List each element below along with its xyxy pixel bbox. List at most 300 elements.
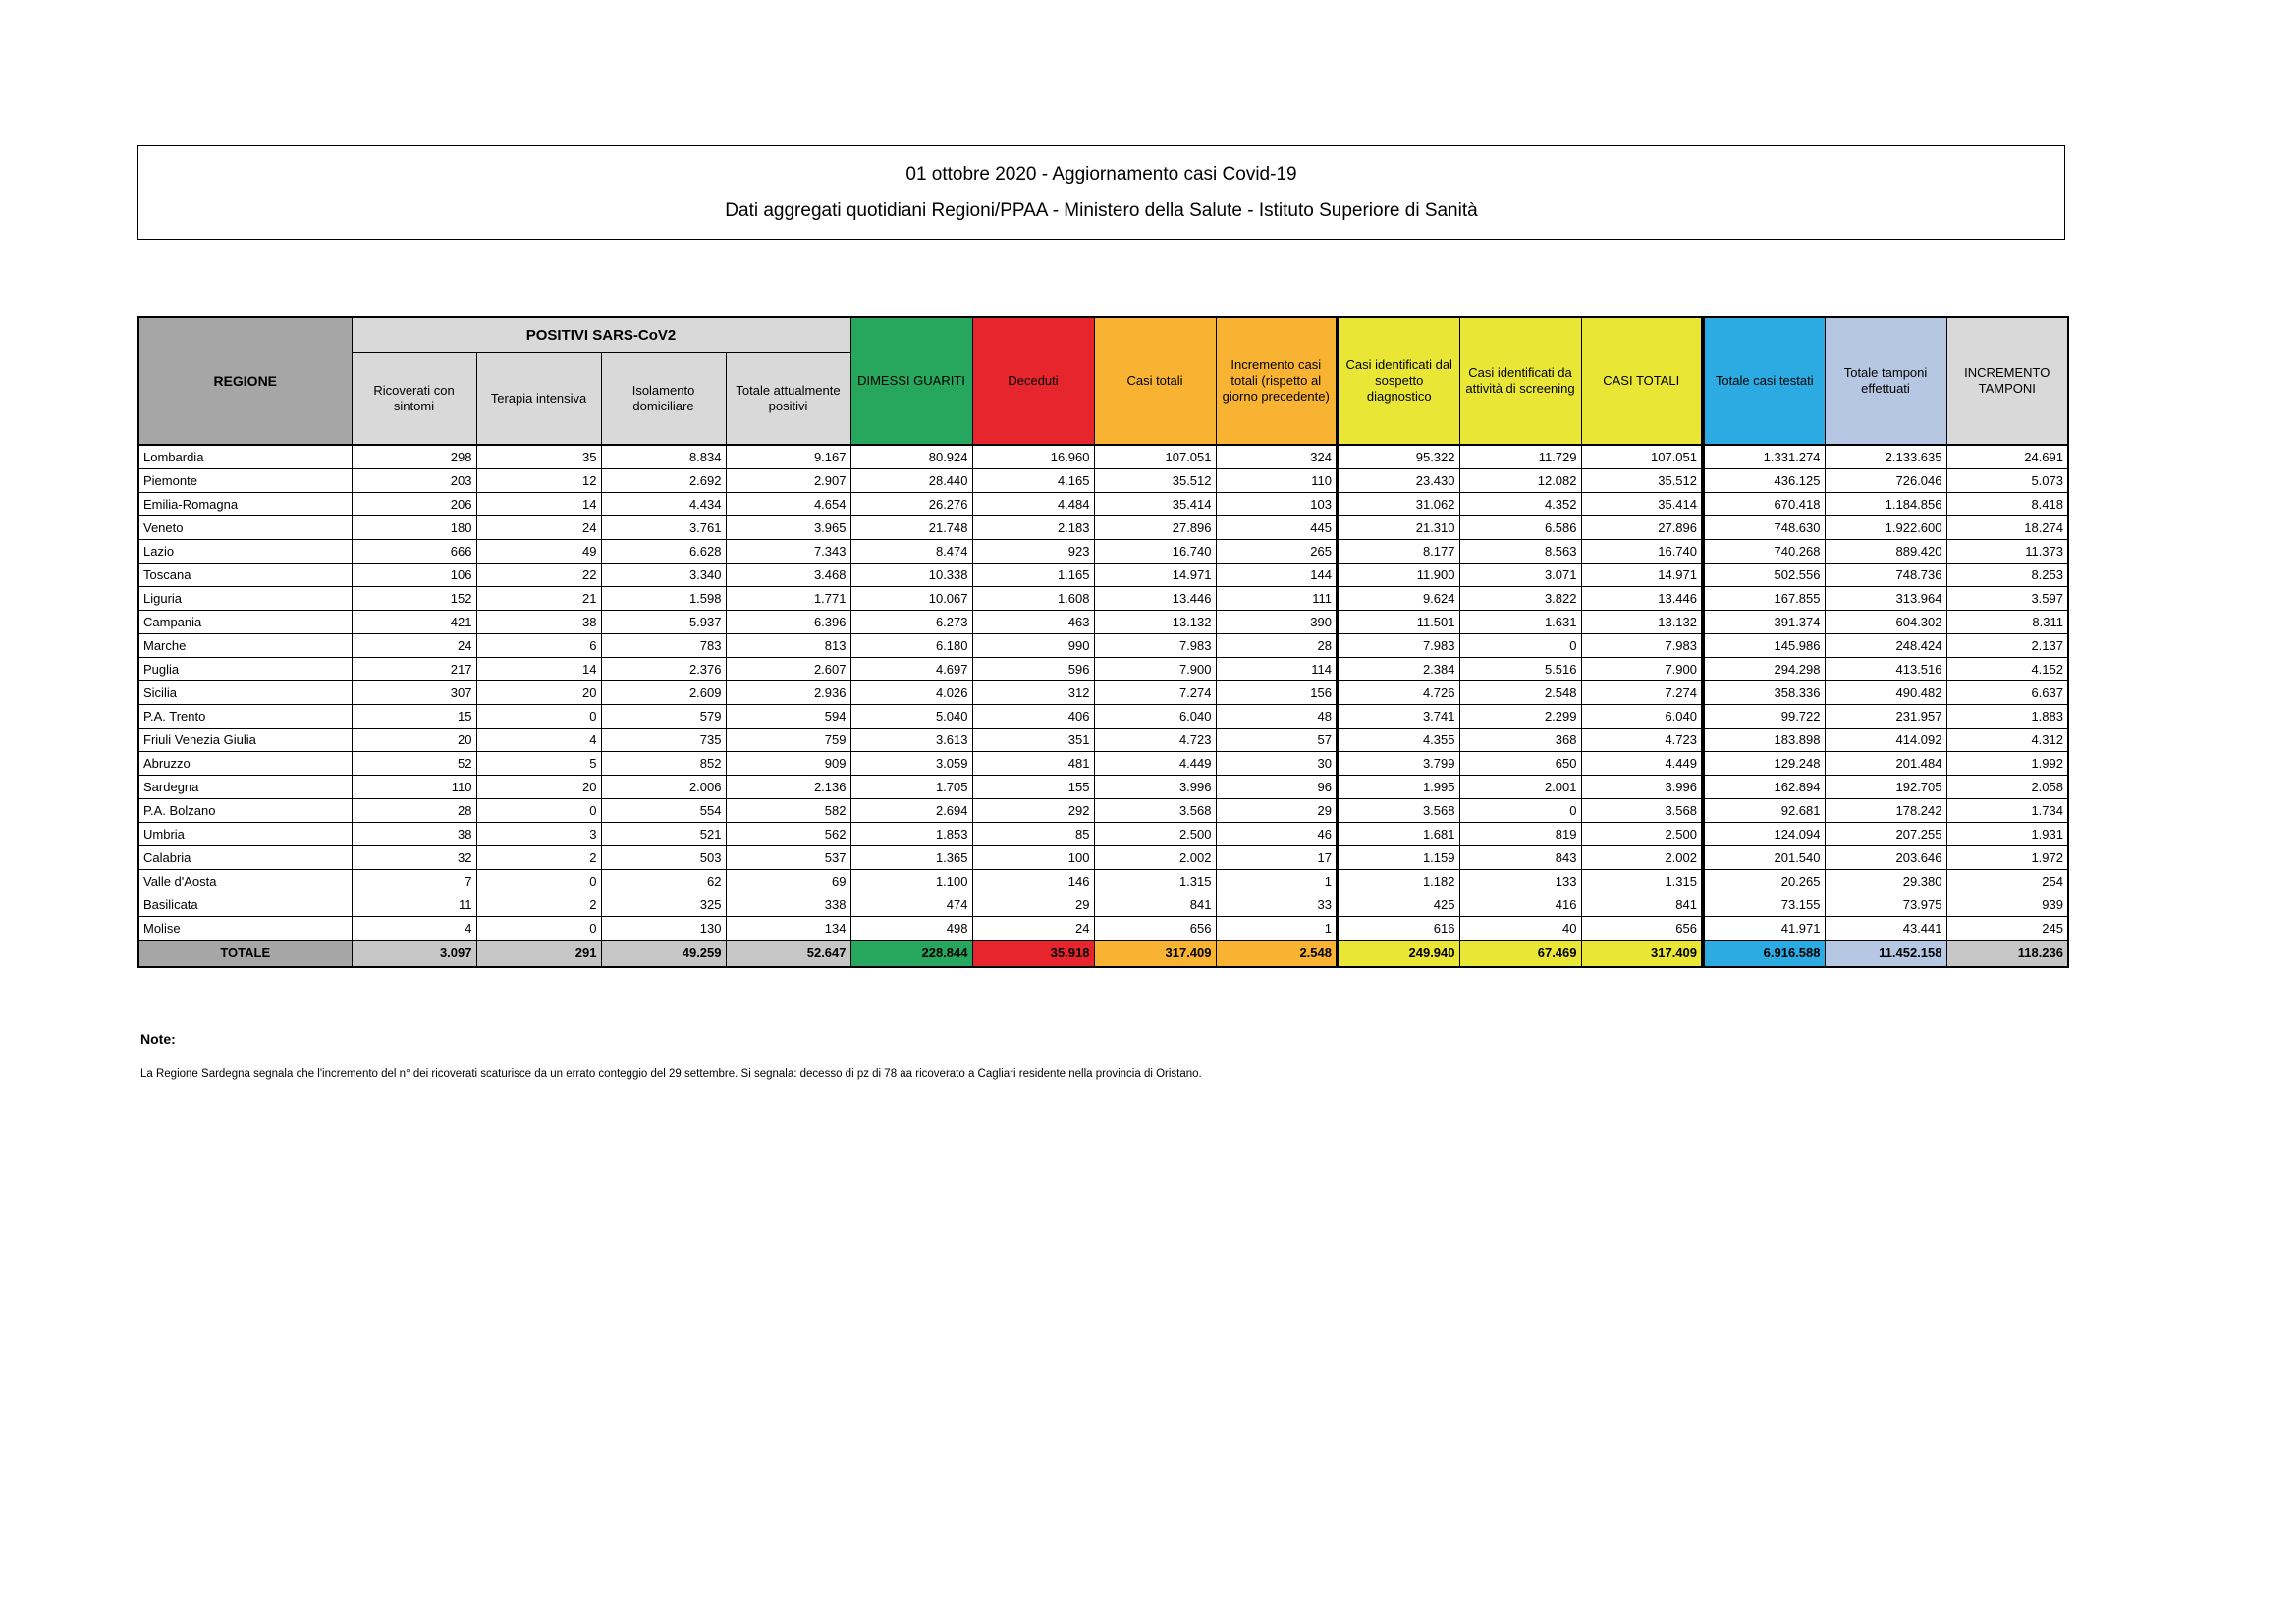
table-cell: 2.299 bbox=[1459, 704, 1581, 728]
column-header-incremento-tamponi: INCREMENTO TAMPONI bbox=[1946, 317, 2068, 445]
table-cell: 111 bbox=[1216, 586, 1338, 610]
table-cell: 201.484 bbox=[1825, 751, 1946, 775]
region-cell: Abruzzo bbox=[138, 751, 352, 775]
table-cell: 3.822 bbox=[1459, 586, 1581, 610]
total-cell: 52.647 bbox=[726, 940, 850, 967]
table-cell: 463 bbox=[972, 610, 1094, 633]
table-cell: 203 bbox=[352, 468, 476, 492]
total-cell: 11.452.158 bbox=[1825, 940, 1946, 967]
column-header-isolamento-domiciliare: Isolamento domiciliare bbox=[601, 352, 726, 445]
table-cell: 35.512 bbox=[1581, 468, 1703, 492]
table-cell: 85 bbox=[972, 822, 1094, 845]
table-cell: 2.548 bbox=[1459, 680, 1581, 704]
table-cell: 14.971 bbox=[1581, 563, 1703, 586]
table-cell: 3.597 bbox=[1946, 586, 2068, 610]
table-cell: 38 bbox=[352, 822, 476, 845]
table-cell: 57 bbox=[1216, 728, 1338, 751]
table-cell: 145.986 bbox=[1703, 633, 1825, 657]
notes-text: La Regione Sardegna segnala che l'incremento del n° dei ricoverati scaturisce da un errato conteggio del 29 settembre. Si segnala: decesso di pz di 78 aa ricoverato a Cagliari residente nella provincia di Oristano. bbox=[140, 1068, 1202, 1080]
table-row-liguria bbox=[138, 586, 2068, 610]
total-cell: 118.236 bbox=[1946, 940, 2068, 967]
table-cell: 596 bbox=[972, 657, 1094, 680]
table-cell: 582 bbox=[726, 798, 850, 822]
table-cell: 1.315 bbox=[1094, 869, 1216, 893]
table-cell: 11.501 bbox=[1338, 610, 1459, 633]
report-title-box bbox=[137, 145, 2065, 240]
table-cell: 1.992 bbox=[1946, 751, 2068, 775]
region-cell: P.A. Bolzano bbox=[138, 798, 352, 822]
table-row-lombardia bbox=[138, 445, 2068, 468]
table-cell: 726.046 bbox=[1825, 468, 1946, 492]
notes-heading: Note: bbox=[140, 1031, 176, 1047]
table-cell: 62 bbox=[601, 869, 726, 893]
table-cell: 5.073 bbox=[1946, 468, 2068, 492]
table-cell: 537 bbox=[726, 845, 850, 869]
table-cell: 1.331.274 bbox=[1703, 445, 1825, 468]
table-cell: 6.628 bbox=[601, 539, 726, 563]
table-cell: 3.996 bbox=[1094, 775, 1216, 798]
column-header-incremento-casi-totali-rispetto-al-giorno-precedente: Incremento casi totali (rispetto al giorno precedente) bbox=[1216, 317, 1338, 445]
table-cell: 579 bbox=[601, 704, 726, 728]
table-cell: 16.740 bbox=[1094, 539, 1216, 563]
table-cell: 14 bbox=[476, 492, 601, 515]
column-header-totale-attualmente-positivi: Totale attualmente positivi bbox=[726, 352, 850, 445]
table-cell: 207.255 bbox=[1825, 822, 1946, 845]
table-cell: 4.312 bbox=[1946, 728, 2068, 751]
table-cell: 6.396 bbox=[726, 610, 850, 633]
region-cell: Lazio bbox=[138, 539, 352, 563]
table-cell: 3.965 bbox=[726, 515, 850, 539]
column-header-casi-identificati-dal-sospetto-diagnostico: Casi identificati dal sospetto diagnostico bbox=[1338, 317, 1459, 445]
column-header-ricoverati-con-sintomi: Ricoverati con sintomi bbox=[352, 352, 476, 445]
table-cell: 0 bbox=[476, 704, 601, 728]
table-cell: 5.040 bbox=[850, 704, 972, 728]
table-cell: 162.894 bbox=[1703, 775, 1825, 798]
table-cell: 338 bbox=[726, 893, 850, 916]
table-cell: 2.907 bbox=[726, 468, 850, 492]
table-cell: 0 bbox=[476, 798, 601, 822]
table-cell: 4.723 bbox=[1094, 728, 1216, 751]
region-cell: Molise bbox=[138, 916, 352, 940]
table-cell: 3.340 bbox=[601, 563, 726, 586]
table-cell: 15 bbox=[352, 704, 476, 728]
table-cell: 351 bbox=[972, 728, 1094, 751]
table-cell: 6.180 bbox=[850, 633, 972, 657]
table-cell: 7.983 bbox=[1338, 633, 1459, 657]
table-cell: 22 bbox=[476, 563, 601, 586]
table-cell: 183.898 bbox=[1703, 728, 1825, 751]
table-row-molise bbox=[138, 916, 2068, 940]
table-cell: 436.125 bbox=[1703, 468, 1825, 492]
table-cell: 474 bbox=[850, 893, 972, 916]
table-cell: 2.137 bbox=[1946, 633, 2068, 657]
table-cell: 1.883 bbox=[1946, 704, 2068, 728]
table-cell: 445 bbox=[1216, 515, 1338, 539]
table-cell: 748.736 bbox=[1825, 563, 1946, 586]
total-cell: 291 bbox=[476, 940, 601, 967]
table-cell: 206 bbox=[352, 492, 476, 515]
table-cell: 35.414 bbox=[1094, 492, 1216, 515]
table-cell: 9.167 bbox=[726, 445, 850, 468]
table-cell: 40 bbox=[1459, 916, 1581, 940]
table-cell: 20 bbox=[476, 680, 601, 704]
table-cell: 73.975 bbox=[1825, 893, 1946, 916]
table-cell: 324 bbox=[1216, 445, 1338, 468]
table-cell: 521 bbox=[601, 822, 726, 845]
table-cell: 80.924 bbox=[850, 445, 972, 468]
table-cell: 1.182 bbox=[1338, 869, 1459, 893]
table-cell: 1.705 bbox=[850, 775, 972, 798]
table-cell: 103 bbox=[1216, 492, 1338, 515]
table-row-puglia bbox=[138, 657, 2068, 680]
table-cell: 13.132 bbox=[1581, 610, 1703, 633]
table-cell: 1.184.856 bbox=[1825, 492, 1946, 515]
table-cell: 21 bbox=[476, 586, 601, 610]
region-cell: P.A. Trento bbox=[138, 704, 352, 728]
table-cell: 7.274 bbox=[1581, 680, 1703, 704]
total-cell: 2.548 bbox=[1216, 940, 1338, 967]
table-cell: 670.418 bbox=[1703, 492, 1825, 515]
column-header-totale-casi-testati: Totale casi testati bbox=[1703, 317, 1825, 445]
table-cell: 18.274 bbox=[1946, 515, 2068, 539]
table-cell: 203.646 bbox=[1825, 845, 1946, 869]
table-cell: 35.414 bbox=[1581, 492, 1703, 515]
table-cell: 107.051 bbox=[1581, 445, 1703, 468]
table-cell: 248.424 bbox=[1825, 633, 1946, 657]
table-cell: 30 bbox=[1216, 751, 1338, 775]
table-cell: 325 bbox=[601, 893, 726, 916]
table-cell: 2.002 bbox=[1094, 845, 1216, 869]
table-cell: 8.474 bbox=[850, 539, 972, 563]
region-cell: Valle d'Aosta bbox=[138, 869, 352, 893]
table-cell: 294.298 bbox=[1703, 657, 1825, 680]
table-row-veneto bbox=[138, 515, 2068, 539]
report-title: 01 ottobre 2020 - Aggiornamento casi Covid-19 bbox=[905, 163, 1297, 185]
table-cell: 95.322 bbox=[1338, 445, 1459, 468]
covid-data-table-wrapper bbox=[137, 316, 2069, 968]
table-row-marche bbox=[138, 633, 2068, 657]
table-cell: 7.983 bbox=[1094, 633, 1216, 657]
table-cell: 1.771 bbox=[726, 586, 850, 610]
table-cell: 96 bbox=[1216, 775, 1338, 798]
report-subtitle: Dati aggregati quotidiani Regioni/PPAA - Ministero della Salute - Istituto Superiore di Sanità bbox=[725, 200, 1478, 222]
table-cell: 4.434 bbox=[601, 492, 726, 515]
table-cell: 562 bbox=[726, 822, 850, 845]
table-cell: 24 bbox=[972, 916, 1094, 940]
notes-section bbox=[140, 1031, 2065, 1080]
table-cell: 110 bbox=[352, 775, 476, 798]
region-cell: Puglia bbox=[138, 657, 352, 680]
table-cell: 2.001 bbox=[1459, 775, 1581, 798]
table-row-piemonte bbox=[138, 468, 2068, 492]
table-cell: 2.133.635 bbox=[1825, 445, 1946, 468]
table-row-p-a-bolzano bbox=[138, 798, 2068, 822]
table-cell: 391.374 bbox=[1703, 610, 1825, 633]
region-cell: Marche bbox=[138, 633, 352, 657]
table-cell: 502.556 bbox=[1703, 563, 1825, 586]
table-cell: 32 bbox=[352, 845, 476, 869]
table-row-abruzzo bbox=[138, 751, 2068, 775]
table-cell: 1.734 bbox=[1946, 798, 2068, 822]
table-cell: 217 bbox=[352, 657, 476, 680]
region-cell: Toscana bbox=[138, 563, 352, 586]
table-cell: 1.931 bbox=[1946, 822, 2068, 845]
table-cell: 292 bbox=[972, 798, 1094, 822]
table-cell: 52 bbox=[352, 751, 476, 775]
column-header-dimessi-guariti: DIMESSI GUARITI bbox=[850, 317, 972, 445]
table-cell: 6.040 bbox=[1581, 704, 1703, 728]
table-cell: 307 bbox=[352, 680, 476, 704]
table-cell: 3.996 bbox=[1581, 775, 1703, 798]
table-cell: 740.268 bbox=[1703, 539, 1825, 563]
table-cell: 313.964 bbox=[1825, 586, 1946, 610]
table-cell: 604.302 bbox=[1825, 610, 1946, 633]
table-cell: 100 bbox=[972, 845, 1094, 869]
table-cell: 1.995 bbox=[1338, 775, 1459, 798]
table-cell: 2 bbox=[476, 845, 601, 869]
table-row-friuli-venezia-giulia bbox=[138, 728, 2068, 751]
table-cell: 130 bbox=[601, 916, 726, 940]
table-cell: 3.741 bbox=[1338, 704, 1459, 728]
table-cell: 10.338 bbox=[850, 563, 972, 586]
table-cell: 413.516 bbox=[1825, 657, 1946, 680]
region-cell: Sardegna bbox=[138, 775, 352, 798]
table-cell: 4.026 bbox=[850, 680, 972, 704]
table-cell: 11 bbox=[352, 893, 476, 916]
table-cell: 425 bbox=[1338, 893, 1459, 916]
table-cell: 41.971 bbox=[1703, 916, 1825, 940]
table-cell: 5.516 bbox=[1459, 657, 1581, 680]
table-cell: 27.896 bbox=[1094, 515, 1216, 539]
table-cell: 2.500 bbox=[1094, 822, 1216, 845]
table-cell: 1.315 bbox=[1581, 869, 1703, 893]
table-cell: 29.380 bbox=[1825, 869, 1946, 893]
group-header-positivi-sars-cov2: POSITIVI SARS-CoV2 bbox=[352, 317, 850, 352]
table-cell: 416 bbox=[1459, 893, 1581, 916]
table-cell: 841 bbox=[1581, 893, 1703, 916]
table-cell: 2.384 bbox=[1338, 657, 1459, 680]
table-cell: 6 bbox=[476, 633, 601, 657]
table-cell: 3.568 bbox=[1094, 798, 1216, 822]
table-cell: 144 bbox=[1216, 563, 1338, 586]
table-cell: 2.006 bbox=[601, 775, 726, 798]
table-cell: 2.376 bbox=[601, 657, 726, 680]
region-cell: Campania bbox=[138, 610, 352, 633]
region-cell: Emilia-Romagna bbox=[138, 492, 352, 515]
table-cell: 29 bbox=[972, 893, 1094, 916]
table-cell: 414.092 bbox=[1825, 728, 1946, 751]
table-cell: 8.177 bbox=[1338, 539, 1459, 563]
table-cell: 2.607 bbox=[726, 657, 850, 680]
table-cell: 0 bbox=[476, 916, 601, 940]
column-header-casi-identificati-da-attivit-di-screening: Casi identificati da attività di screening bbox=[1459, 317, 1581, 445]
table-cell: 656 bbox=[1581, 916, 1703, 940]
table-cell: 616 bbox=[1338, 916, 1459, 940]
table-cell: 939 bbox=[1946, 893, 2068, 916]
table-cell: 1 bbox=[1216, 916, 1338, 940]
table-row-toscana bbox=[138, 563, 2068, 586]
table-cell: 7.900 bbox=[1581, 657, 1703, 680]
table-cell: 24 bbox=[476, 515, 601, 539]
table-cell: 2.136 bbox=[726, 775, 850, 798]
table-cell: 1.681 bbox=[1338, 822, 1459, 845]
table-cell: 13.446 bbox=[1581, 586, 1703, 610]
table-cell: 155 bbox=[972, 775, 1094, 798]
table-cell: 1.608 bbox=[972, 586, 1094, 610]
region-cell: Friuli Venezia Giulia bbox=[138, 728, 352, 751]
table-cell: 990 bbox=[972, 633, 1094, 657]
table-cell: 650 bbox=[1459, 751, 1581, 775]
table-cell: 1.631 bbox=[1459, 610, 1581, 633]
table-cell: 1.922.600 bbox=[1825, 515, 1946, 539]
table-cell: 124.094 bbox=[1703, 822, 1825, 845]
table-cell: 7.343 bbox=[726, 539, 850, 563]
table-cell: 819 bbox=[1459, 822, 1581, 845]
table-cell: 4.654 bbox=[726, 492, 850, 515]
table-cell: 0 bbox=[476, 869, 601, 893]
table-cell: 3.799 bbox=[1338, 751, 1459, 775]
table-cell: 14 bbox=[476, 657, 601, 680]
table-cell: 0 bbox=[1459, 798, 1581, 822]
table-cell: 11.900 bbox=[1338, 563, 1459, 586]
table-cell: 7.983 bbox=[1581, 633, 1703, 657]
table-cell: 2.058 bbox=[1946, 775, 2068, 798]
table-cell: 735 bbox=[601, 728, 726, 751]
total-cell: 228.844 bbox=[850, 940, 972, 967]
table-cell: 4 bbox=[352, 916, 476, 940]
table-cell: 167.855 bbox=[1703, 586, 1825, 610]
table-cell: 231.957 bbox=[1825, 704, 1946, 728]
table-cell: 5 bbox=[476, 751, 601, 775]
table-cell: 6.637 bbox=[1946, 680, 2068, 704]
table-row-emilia-romagna bbox=[138, 492, 2068, 515]
table-cell: 48 bbox=[1216, 704, 1338, 728]
table-cell: 8.311 bbox=[1946, 610, 2068, 633]
table-cell: 421 bbox=[352, 610, 476, 633]
table-cell: 8.563 bbox=[1459, 539, 1581, 563]
table-cell: 245 bbox=[1946, 916, 2068, 940]
table-cell: 406 bbox=[972, 704, 1094, 728]
table-cell: 8.418 bbox=[1946, 492, 2068, 515]
table-cell: 841 bbox=[1094, 893, 1216, 916]
total-cell: 35.918 bbox=[972, 940, 1094, 967]
table-cell: 481 bbox=[972, 751, 1094, 775]
table-cell: 156 bbox=[1216, 680, 1338, 704]
table-cell: 4.723 bbox=[1581, 728, 1703, 751]
table-cell: 298 bbox=[352, 445, 476, 468]
table-cell: 4 bbox=[476, 728, 601, 751]
table-row-lazio bbox=[138, 539, 2068, 563]
table-cell: 783 bbox=[601, 633, 726, 657]
total-cell: 317.409 bbox=[1094, 940, 1216, 967]
table-cell: 28 bbox=[352, 798, 476, 822]
table-cell: 2.936 bbox=[726, 680, 850, 704]
table-row-valle-d-aosta bbox=[138, 869, 2068, 893]
table-row-sicilia bbox=[138, 680, 2068, 704]
table-cell: 3.613 bbox=[850, 728, 972, 751]
table-row-p-a-trento bbox=[138, 704, 2068, 728]
table-cell: 16.740 bbox=[1581, 539, 1703, 563]
table-cell: 106 bbox=[352, 563, 476, 586]
total-cell: 67.469 bbox=[1459, 940, 1581, 967]
table-cell: 254 bbox=[1946, 869, 2068, 893]
table-cell: 35.512 bbox=[1094, 468, 1216, 492]
table-cell: 134 bbox=[726, 916, 850, 940]
table-cell: 11.373 bbox=[1946, 539, 2068, 563]
table-row-totale bbox=[138, 940, 2068, 967]
table-cell: 390 bbox=[1216, 610, 1338, 633]
table-cell: 114 bbox=[1216, 657, 1338, 680]
table-cell: 20 bbox=[476, 775, 601, 798]
table-cell: 24 bbox=[352, 633, 476, 657]
table-cell: 4.449 bbox=[1094, 751, 1216, 775]
covid-table bbox=[137, 316, 2069, 968]
table-cell: 656 bbox=[1094, 916, 1216, 940]
table-cell: 666 bbox=[352, 539, 476, 563]
table-cell: 8.253 bbox=[1946, 563, 2068, 586]
table-cell: 73.155 bbox=[1703, 893, 1825, 916]
table-cell: 3 bbox=[476, 822, 601, 845]
table-cell: 4.484 bbox=[972, 492, 1094, 515]
table-cell: 2.002 bbox=[1581, 845, 1703, 869]
table-cell: 4.355 bbox=[1338, 728, 1459, 751]
total-cell: 3.097 bbox=[352, 940, 476, 967]
column-header-casi-totali: Casi totali bbox=[1094, 317, 1216, 445]
table-cell: 152 bbox=[352, 586, 476, 610]
table-cell: 759 bbox=[726, 728, 850, 751]
table-cell: 312 bbox=[972, 680, 1094, 704]
table-cell: 358.336 bbox=[1703, 680, 1825, 704]
table-cell: 4.152 bbox=[1946, 657, 2068, 680]
column-header-casi-totali: CASI TOTALI bbox=[1581, 317, 1703, 445]
table-cell: 21.748 bbox=[850, 515, 972, 539]
table-cell: 201.540 bbox=[1703, 845, 1825, 869]
table-cell: 38 bbox=[476, 610, 601, 633]
table-cell: 12.082 bbox=[1459, 468, 1581, 492]
column-header-deceduti: Deceduti bbox=[972, 317, 1094, 445]
table-row-basilicata bbox=[138, 893, 2068, 916]
table-cell: 1.100 bbox=[850, 869, 972, 893]
table-cell: 1.365 bbox=[850, 845, 972, 869]
table-cell: 9.624 bbox=[1338, 586, 1459, 610]
table-cell: 923 bbox=[972, 539, 1094, 563]
total-cell: 249.940 bbox=[1338, 940, 1459, 967]
table-cell: 43.441 bbox=[1825, 916, 1946, 940]
table-cell: 909 bbox=[726, 751, 850, 775]
table-cell: 24.691 bbox=[1946, 445, 2068, 468]
table-cell: 1.165 bbox=[972, 563, 1094, 586]
table-cell: 46 bbox=[1216, 822, 1338, 845]
table-cell: 23.430 bbox=[1338, 468, 1459, 492]
table-cell: 889.420 bbox=[1825, 539, 1946, 563]
table-cell: 178.242 bbox=[1825, 798, 1946, 822]
table-cell: 7.274 bbox=[1094, 680, 1216, 704]
table-cell: 20.265 bbox=[1703, 869, 1825, 893]
total-cell: 49.259 bbox=[601, 940, 726, 967]
table-cell: 1.853 bbox=[850, 822, 972, 845]
table-cell: 3.761 bbox=[601, 515, 726, 539]
table-cell: 8.834 bbox=[601, 445, 726, 468]
table-cell: 16.960 bbox=[972, 445, 1094, 468]
table-cell: 4.726 bbox=[1338, 680, 1459, 704]
table-cell: 498 bbox=[850, 916, 972, 940]
table-cell: 129.248 bbox=[1703, 751, 1825, 775]
table-cell: 4.449 bbox=[1581, 751, 1703, 775]
table-cell: 11.729 bbox=[1459, 445, 1581, 468]
table-cell: 813 bbox=[726, 633, 850, 657]
table-cell: 27.896 bbox=[1581, 515, 1703, 539]
table-cell: 265 bbox=[1216, 539, 1338, 563]
